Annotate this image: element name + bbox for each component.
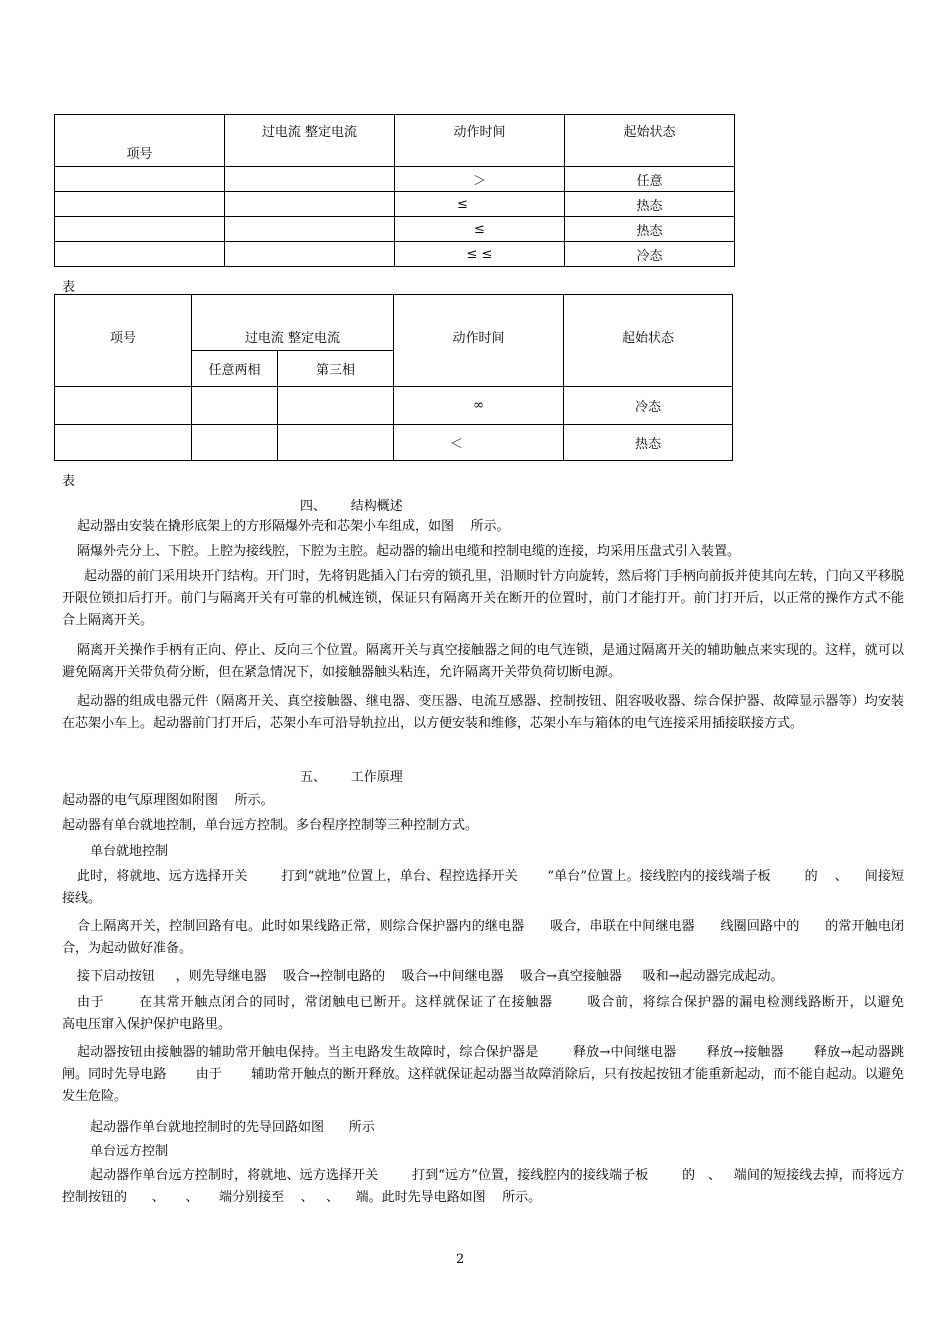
- table2-cell: [192, 425, 278, 461]
- table1-header-current: 过电流 整定电流: [225, 115, 395, 167]
- table1-cell: [225, 192, 395, 217]
- table2-cell: 热态: [564, 425, 733, 461]
- table1-cell: ≤: [395, 192, 565, 217]
- paragraph: 起动器由安装在撬形底架上的方形隔爆外壳和芯架小车组成，如图 所示。: [77, 519, 510, 534]
- table2-caption: 表: [62, 474, 76, 489]
- paragraph: 隔爆外壳分上、下腔。上腔为接线腔，下腔为主腔。起动器的输出电缆和控制电缆的连接，均采用压盘式引入装置。: [77, 544, 741, 559]
- table1-caption: 表: [62, 280, 76, 295]
- paragraph: 起动器的前门采用块开门结构。开门时，先将钥匙插入门右旁的锁孔里，沿顺时针方向旋转，然后将门手柄向前扳并使其向左转，门向又平移脱开限位锁扣后打开。前门与隔离开关有可靠的机械连锁，保证只有隔离开关在断开的位置时，前门才能打开。前门打开后，以正常的操作方式不能合上隔离开关。: [62, 569, 904, 628]
- table2-cell: [278, 387, 394, 425]
- table1-cell: 任意: [565, 167, 735, 192]
- table2-cell: [192, 387, 278, 425]
- table-row: [55, 242, 735, 267]
- table1-cell: [225, 217, 395, 242]
- paragraph: 起动器的电气原理图如附图 所示。: [62, 793, 274, 808]
- table1-header-state: 起始状态: [565, 115, 735, 167]
- table-2: [54, 294, 733, 461]
- paragraph: 接下启动按钮 ，则先导继电器 吸合→控制电路的 吸合→中间继电器 吸合→真空接触器 吸和→起动器完成起动。: [77, 969, 784, 984]
- table1-header-item: 项号: [55, 115, 225, 167]
- paragraph: 起动器有单台就地控制，单台远方控制。多台程序控制等三种控制方式。: [62, 818, 479, 833]
- table1-cell: [225, 167, 395, 192]
- table2-cell: [278, 425, 394, 461]
- table2-header-time: 动作时间: [394, 295, 564, 387]
- table2-cell: [55, 387, 192, 425]
- table1-cell: [225, 242, 395, 267]
- subheading: 单台远方控制: [90, 1144, 169, 1159]
- section5-title: 五、 工作原理: [300, 770, 403, 785]
- paragraph: 合上隔离开关，控制回路有电。此时如果线路正常，则综合保护器内的继电器 吸合，串联在中间继电器 线圈回路中的 的常开触电闭合，为起动做好准备。: [62, 919, 904, 956]
- table-row: [55, 387, 733, 425]
- table2-cell: ＜: [394, 425, 564, 461]
- table2-cell: [55, 425, 192, 461]
- paragraph: 隔离开关操作手柄有正向、停止、反向三个位置。隔离开关与真空接触器之间的电气连锁，是通过隔离开关的辅助触点来实现的。这样，就可以避免隔离开关带负荷分断，但在紧急情况下，如接触器触头粘连，允许隔离开关带负荷切断电源。: [62, 643, 904, 680]
- page-number: 2: [456, 1252, 465, 1267]
- table1-cell: [55, 242, 225, 267]
- paragraph: 此时，将就地、远方选择开关 打到“就地”位置上，单台、程控选择开关 “单台”位置上。接线腔内的接线端子板 的 、 间接短接线。: [62, 869, 904, 906]
- table2-subheader: 第三相: [278, 351, 394, 387]
- paragraph: 起动器的组成电器元件（隔离开关、真空接触器、继电器、变压器、电流互感器、控制按钮、阻容吸收器、综合保护器、故障显示器等）均安装在芯架小车上。起动器前门打开后，芯架小车可沿导轨拉出，以方便安装和维修，芯架小车与箱体的电气连接采用插接联接方式。: [62, 694, 904, 731]
- table1-cell: 热态: [565, 192, 735, 217]
- paragraph: 起动器作单台就地控制时的先导回路如图 所示: [90, 1120, 375, 1135]
- paragraph: 由于 在其常开触点闭合的同时，常闭触电已断开。这样就保证了在接触器 吸合前，将综合保护器的漏电检测线路断开，以避免 高电压窜入保护保护电路里。: [62, 995, 950, 1032]
- table2-cell: ∞: [394, 387, 564, 425]
- table2-subheader: 任意两相: [192, 351, 278, 387]
- table2-cell: 冷态: [564, 387, 733, 425]
- table-1: [54, 114, 735, 267]
- table1-cell: 冷态: [565, 242, 735, 267]
- table1-cell: [55, 167, 225, 192]
- table1-cell: ≤: [395, 217, 565, 242]
- paragraph: 起动器按钮由接触器的辅助常开触电保持。当主电路发生故障时，综合保护器是 释放→中间继电器 释放→接触器 释放→起动器跳闸。同时先导电路 由于 辅助常开触点的断开释放。这样就保证起动器当故障消除后，只有按起按钮才能重新起动，而不能自起动。以避免发生危险。: [62, 1045, 904, 1104]
- table2-header-current: 过电流 整定电流: [192, 295, 394, 351]
- paragraph: 起动器作单台远方控制时，将就地、远方选择开关 打到“远方”位置，接线腔内的接线端子板 的 、 端间的短接线去掉，而将远方控制按钮的 、 、 端分别接至 、 、 端。此时先导电路如图 所示。: [62, 1168, 904, 1205]
- table-row: [55, 192, 735, 217]
- table1-header-time: 动作时间: [395, 115, 565, 167]
- table2-header-item: 项号: [55, 295, 192, 387]
- table1-cell: [55, 217, 225, 242]
- table-row: [55, 425, 733, 461]
- table-row: [55, 217, 735, 242]
- section4-title: 四、 结构概述: [300, 499, 403, 514]
- table-row: [55, 167, 735, 192]
- table1-cell: ≤ ≤: [395, 242, 565, 267]
- table1-cell: 热态: [565, 217, 735, 242]
- table2-header-state: 起始状态: [564, 295, 733, 387]
- subheading: 单台就地控制: [90, 844, 169, 859]
- table1-cell: ＞: [395, 167, 565, 192]
- table1-cell: [55, 192, 225, 217]
